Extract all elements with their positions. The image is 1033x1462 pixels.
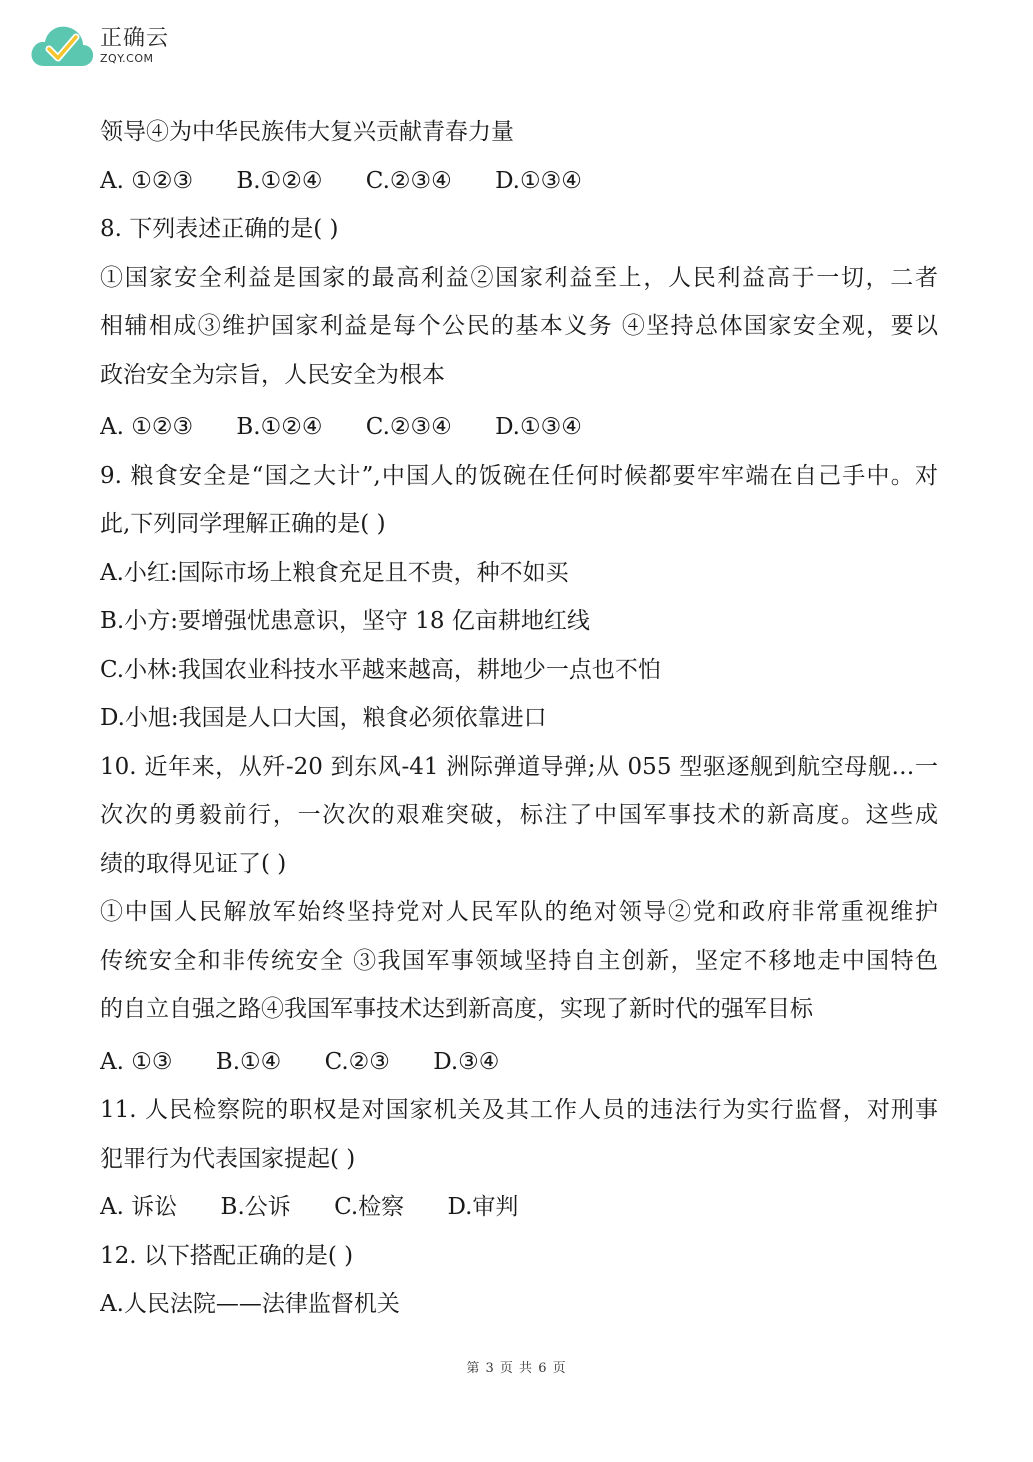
q10-statement-line: 的自立自强之路④我国军事技术达到新高度，实现了新时代的强军目标	[100, 996, 813, 1022]
q7-option-a: A. ①②③	[100, 167, 194, 194]
cloud-check-icon	[30, 22, 94, 70]
q10-option-b: B.①④	[215, 1048, 282, 1075]
q10-stem-line: 绩的取得见证了( )	[100, 850, 287, 877]
q9-stem-line: 此,下列同学理解正确的是( )	[100, 511, 386, 537]
q10-option-a: A. ①③	[100, 1048, 173, 1075]
q11-options	[100, 1183, 938, 1232]
q12-option-a: A.人民法院——法律监督机关	[100, 1291, 400, 1317]
q8-options	[100, 403, 938, 452]
q7-option-d: D.①③④	[495, 167, 582, 194]
q11-option-c: C.检察	[334, 1194, 405, 1220]
q11-option-b: B.公诉	[220, 1194, 291, 1220]
q9-option-b: B.小方:要增强忧患意识，坚守 18 亿亩耕地红线	[100, 608, 590, 634]
q9-option-d: D.小旭:我国是人口大国，粮食必须依靠进口	[100, 705, 547, 731]
q10-statement-line: 传统安全和非传统安全 ③我国军事领域坚持自主创新，坚定不移地走中国特色	[100, 947, 938, 974]
q9-option-c: C.小林:我国农业科技水平越来越高，耕地少一点也不怕	[100, 656, 661, 683]
q8-option-c: C.②③④	[365, 414, 452, 440]
q11-option-d: D.审判	[447, 1194, 519, 1220]
q8-option-b: B.①②④	[236, 414, 323, 440]
q7-option-b: B.①②④	[236, 167, 323, 194]
q7-option-c: C.②③④	[365, 167, 452, 194]
q7-options	[100, 157, 938, 206]
q10-stem-line: 10. 近年来，从歼-20 到东风-41 洲际弹道导弹;从 055 型驱逐舰到航空母舰…一	[100, 753, 938, 780]
q8-statement-line: 相辅相成③维护国家利益是每个公民的基本义务 ④坚持总体国家安全观，要以	[100, 313, 938, 339]
q8-statement-line: 政治安全为宗旨，人民安全为根本	[100, 361, 445, 388]
q9-stem-line: 9. 粮食安全是“国之大计”,中国人的饭碗在任何时候都要牢牢端在自己手中。对	[100, 462, 938, 489]
q8-option-a: A. ①②③	[100, 414, 194, 440]
brand-name-cn: 正确云	[100, 26, 170, 51]
brand-logo	[30, 22, 169, 70]
document-body	[100, 108, 938, 1329]
q10-options	[100, 1038, 938, 1087]
q9-option-a: A.小红:国际市场上粮食充足且不贵，种不如买	[100, 559, 569, 586]
page-number: 第 3 页 共 6 页	[466, 1361, 567, 1376]
q11-stem-line: 犯罪行为代表国家提起( )	[100, 1145, 356, 1172]
brand-name-en: ZQY.COM	[100, 52, 154, 65]
q12-stem: 12. 以下搭配正确的是( )	[100, 1242, 354, 1269]
q8-option-d: D.①③④	[495, 414, 582, 440]
q11-option-a: A. 诉讼	[100, 1194, 178, 1220]
q10-option-d: D.③④	[433, 1048, 500, 1075]
q8-statement-line: ①国家安全利益是国家的最高利益②国家利益至上，人民利益高于一切，二者	[100, 264, 938, 291]
q7-statement-tail: 领导④为中华民族伟大复兴贡献青春力量	[100, 119, 514, 145]
q10-option-c: C.②③	[324, 1048, 390, 1075]
q11-stem-line: 11. 人民检察院的职权是对国家机关及其工作人员的违法行为实行监督，对刑事	[100, 1097, 938, 1123]
q8-stem: 8. 下列表述正确的是( )	[100, 216, 339, 242]
q10-stem-line: 次次的勇毅前行，一次次的艰难突破，标注了中国军事技术的新高度。这些成	[100, 802, 938, 828]
q10-statement-line: ①中国人民解放军始终坚持党对人民军队的绝对领导②党和政府非常重视维护	[100, 899, 938, 925]
